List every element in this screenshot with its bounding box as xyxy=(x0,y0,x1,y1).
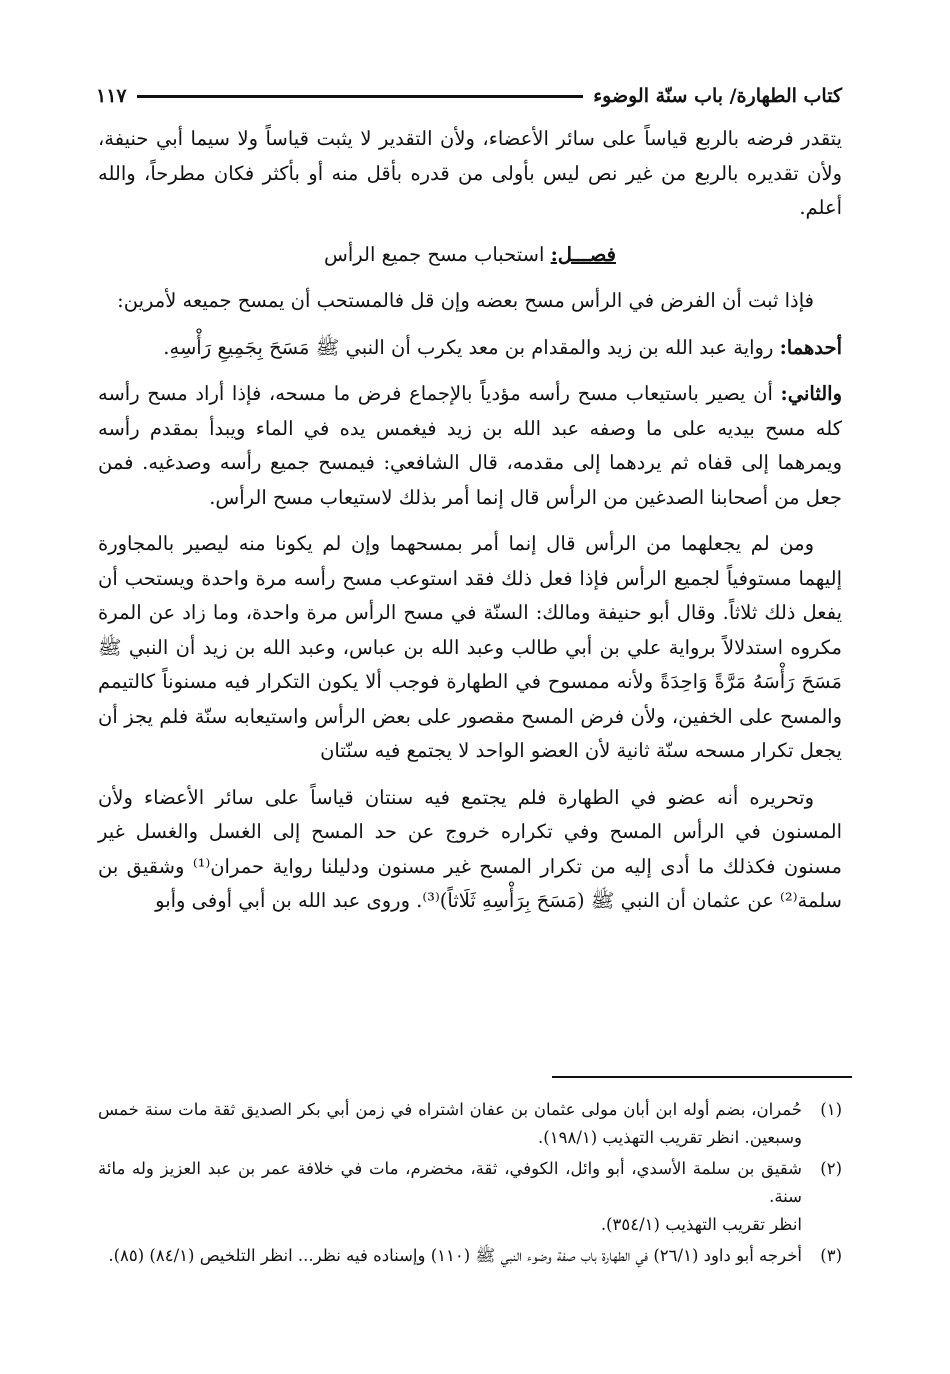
footnote-line: حُمران، بضم أوله ابن أبان مولى عثمان بن عفان اشتراه في زمن أبي بكر الصديق ثقة مات سنة خمس وسبعين. انظر تقريب التهذيب (١٩٨/١). xyxy=(98,1100,802,1147)
paragraph xyxy=(98,331,842,366)
footnote xyxy=(98,1096,842,1152)
paragraph-text: رواية عبد الله بن زيد والمقدام بن معد يكرب أن النبي ﷺ مَسَحَ بِجَمِيعِ رَأْسِهِ. xyxy=(163,335,774,359)
paragraph xyxy=(98,527,842,769)
paragraph-text: أن يصير باستيعاب مسح رأسه مؤدياً بالإجماع فرض ما مسحه، فإذا أراد مسح رأسه كله مسح بيديه على ما وصفه عبد الله بن زيد فيغمس يده في الماء ويبدأ بمقدم رأسه ويمرهما إلى قفاه ثم يردهما إلى مقدمه، قال الشافعي: فيمسح جميع رأسه وصدغيه. فمن جعل من أصحابنا الصدغين من الرأس قال إنما أمر بذلك لاستيعاب مسح الرأس. xyxy=(98,382,842,509)
footnote-line: شقيق بن سلمة الأسدي، أبو وائل، الكوفي، ثقة، مخضرم، مات في خلافة عمر بن عبد العزيز وله مائة سنة. xyxy=(98,1159,802,1206)
main-text xyxy=(98,122,842,931)
paragraph-text: وتحريره أنه عضو في الطهارة فلم يجتمع فيه سنتان قياساً على سائر الأعضاء ولأن المسنون في الرأس المسح وفي تكراره خروج عن حد المسح إلى الغسل والغسل غير مسنون فكذلك ما أدى إليه من تكرار المسح غير مسنون ودليلنا رواية حمران⁽¹⁾ وشقيق بن سلمة⁽²⁾ عن عثمان أن النبي ﷺ (مَسَحَ بِرَأْسِهِ ثَلَاثاً)⁽³⁾. وروى عبد الله بن أبي أوفى وأبو xyxy=(98,785,842,912)
paragraph-text: ومن لم يجعلهما من الرأس قال إنما أمر بمسحهما وإن لم يكونا منه ليصير بالمجاورة إليهما مستوفياً لجميع الرأس فإذا فعل ذلك فقد استوعب مسح رأسه مرة واحدة ويستحب أن يفعل ذلك ثلاثاً. وقال أبو حنيفة ومالك: السنّة في مسح الرأس مرة واحدة، وما زاد عن المرة مكروه استدلالاً برواية علي بن أبي طالب وعبد الله بن عباس، وعبد الله بن زيد أن النبي ﷺ مَسَحَ رَأْسَهُ مَرَّةً وَاحِدَةً ولأنه ممسوح في الطهارة فوجب ألا يكون التكرار فيه مسنوناً كالتيمم والمسح على الخفين، ولأن فرض المسح مقصور على بعض الرأس واستيعابه سنّة فلم يجز أن يجعل تكرار مسحه سنّة ثانية لأن العضو الواحد لا يجتمع فيه سنّتان xyxy=(98,532,842,762)
header-rule xyxy=(137,95,584,98)
footnote-text xyxy=(98,1096,802,1152)
footnote-separator xyxy=(552,1076,852,1078)
footnote-text xyxy=(98,1155,802,1239)
footnote xyxy=(98,1155,842,1239)
paragraph-text: فإذا ثبت أن الفرض في الرأس مسح بعضه وإن قل فالمستحب أن يمسح جميعه لأمرين: xyxy=(117,289,814,312)
footnote-line: أخرجه أبو داود (٢٦/١) في الطهارة باب صفة وضوء النبي ﷺ (١١٠) وإسناده فيه نظر... انظر التلخيص (٨٤/١) (٨٥). xyxy=(108,1246,802,1265)
paragraph xyxy=(98,781,842,919)
paragraph xyxy=(98,284,842,319)
header-title: كتاب الطهارة/ باب سنّة الوضوء xyxy=(593,85,842,107)
paragraph xyxy=(98,377,842,515)
running-header xyxy=(96,80,842,112)
section-heading-text: استحباب مسح جميع الرأس xyxy=(324,242,545,266)
footnote-line: انظر تقريب التهذيب (٣٥٤/١). xyxy=(600,1215,802,1234)
footnotes xyxy=(98,1096,842,1273)
page-number: ١١٧ xyxy=(96,85,127,107)
section-heading xyxy=(98,238,842,273)
paragraph xyxy=(98,122,842,226)
footnote-number: (٣) xyxy=(820,1246,842,1265)
paragraph-lead: أحدهما: xyxy=(779,335,842,359)
paragraph-text: يتقدر فرضه بالربع قياساً على سائر الأعضاء، ولأن التقدير لا يثبت قياساً ولا سيما أبي حنيفة، ولأن تقديره بالربع من غير نص ليس بأولى من قدره بأقل منه أو بأكثر فكان مطرحاً، والله أعلم. xyxy=(98,127,842,219)
paragraph-lead: والثاني: xyxy=(780,382,843,405)
footnote xyxy=(98,1242,842,1270)
footnote-text xyxy=(98,1242,802,1270)
footnote-number: (٢) xyxy=(820,1159,842,1178)
section-heading-label: فصـــل: xyxy=(550,242,616,266)
footnote-number: (١) xyxy=(820,1100,842,1119)
